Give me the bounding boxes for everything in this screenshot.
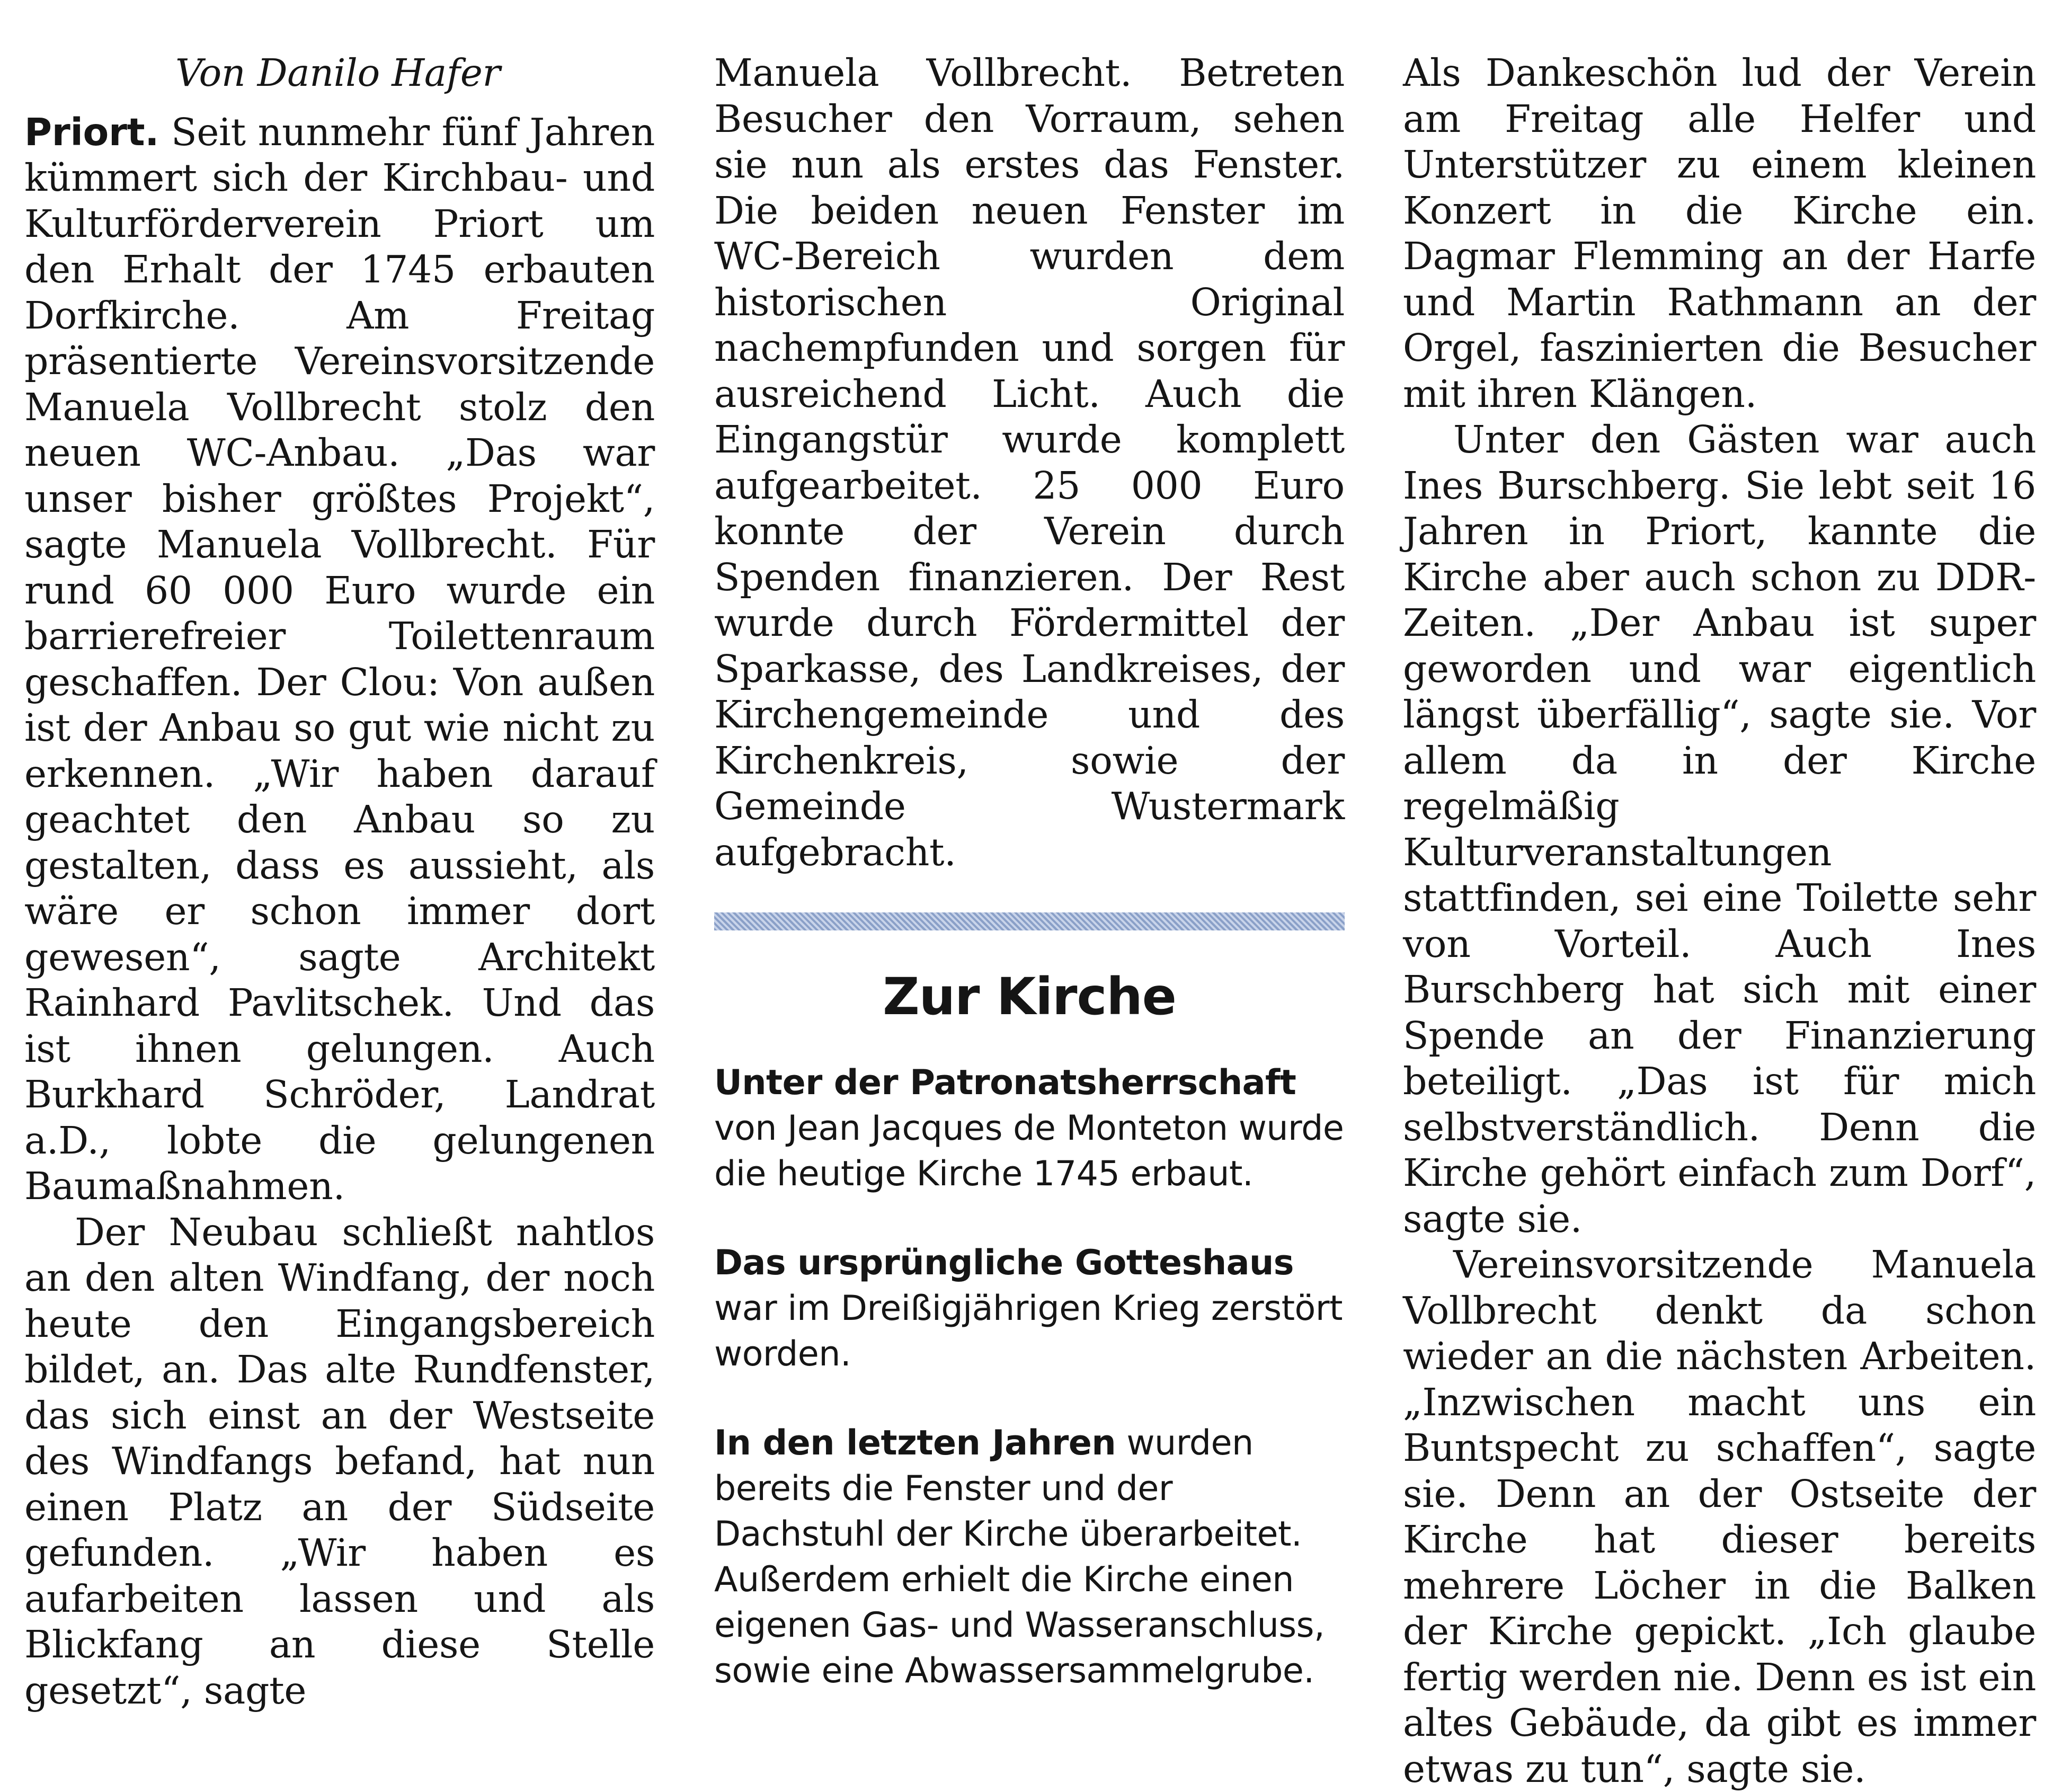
paragraph-text: Seit nunmehr fünf Jahren kümmert sich der Kirchbau- und Kulturförderverein Priort um den Erhalt der 1745 erbauten Dorfkirche. Am Freitag präsentierte Vereinsvorsitzende Manuela Vollbrecht stolz den neuen WC-Anbau. „Das war unser bisher größtes Projekt“, sagte Manuela Vollbrecht. Für rund 60 000 Euro wurde ein barrierefreier Toilettenraum geschaffen. Der Clou: Von außen ist der Anbau so gut wie nicht zu erkennen. „Wir haben darauf geachtet den Anbau so zu gestalten, dass es aussieht, als wäre er schon immer dort gewesen“, sagte Architekt Rainhard Pavlitschek. Und das ist ihnen gelungen. Auch Burkhard Schröder, Landrat a.D., lobte die gelungenen Baumaßnahmen. [24, 110, 655, 1208]
dateline: Priort. [24, 110, 159, 154]
article-column-2 [714, 50, 1345, 1691]
infobox-fact [714, 1240, 1345, 1377]
fact-lead: In den letzten Jahren [714, 1423, 1116, 1463]
article-paragraph: Der Neubau schließt nahtlos an den alten Windfang, der noch heute den Eingangsbereich bildet, an. Das alte Rundfenster, das sich einst an der Westseite des Windfangs befand, hat nun einen Platz an der Südseite gefunden. „Wir haben es aufarbeiten lassen und als Blickfang an diese Stelle gesetzt“, sagte [24, 1210, 655, 1713]
article-paragraph: Vereinsvorsitzende Manuela Vollbrecht denkt da schon wieder an die nächsten Arbeiten. „Inzwischen macht uns ein Buntspecht zu schaffen“, sagte sie. Denn an der Ostseite der Kirche hat dieser bereits mehrere Löcher in die Balken der Kirche gepickt. „Ich glaube fertig werden nie. Denn es ist ein altes Gebäude, da gibt es immer etwas zu tun“, sagte sie. [1403, 1243, 2036, 1791]
infobox-fact [714, 1060, 1345, 1197]
article-paragraph: Als Dankeschön lud der Verein am Freitag alle Helfer und Unterstützer zu einem kleinen Konzert in die Kirche ein. Dagmar Flemming an der Harfe und Martin Rathmann an der Orgel, faszinierten die Besucher mit ihren Klängen. [1403, 51, 2036, 416]
byline: Von Danilo Hafer [175, 51, 501, 95]
fact-lead: Unter der Patronatsherrschaft [714, 1063, 1296, 1103]
infobox [714, 968, 1345, 1694]
article-paragraph: Manuela Vollbrecht. Betreten Besucher den Vorraum, sehen sie nun als erstes das Fenster. Die beiden neuen Fenster im WC-Bereich wurden dem historischen Original nachempfunden und sorgen für ausreichend Licht. Auch die Eingangstür wurde komplett aufgearbeitet. 25 000 Euro konnte der Verein durch Spenden finanzieren. Der Rest wurde durch Fördermittel der Sparkasse, des Landkreises, der Kirchengemeinde und des Kirchenkreis, sowie der Gemeinde Wustermark aufgebracht. [714, 51, 1345, 874]
article-column-1 [24, 50, 655, 1713]
infobox-title: Zur Kirche [883, 967, 1176, 1026]
infobox-separator [714, 912, 1345, 930]
infobox-fact [714, 1421, 1345, 1694]
fact-text: war im Dreißigjährigen Krieg zerstört worden. [714, 1289, 1343, 1374]
byline-spacer [24, 96, 655, 110]
fact-text: von Jean Jacques de Monteton wurde die heutige Kirche 1745 erbaut. [714, 1108, 1344, 1194]
article-paragraph [24, 110, 655, 1210]
fact-lead: Das ursprüngliche Gotteshaus [714, 1243, 1294, 1283]
fact-text: wurden bereits die Fenster und der Dachstuhl der Kirche überarbeitet. Außerdem erhielt die Kirche einen eigenen Gas- und Wasseranschluss, sowie eine Abwassersammelgrube. [714, 1423, 1325, 1691]
article-column-3 [1403, 50, 2036, 1791]
article-paragraph: Unter den Gästen war auch Ines Burschberg. Sie lebt seit 16 Jahren in Priort, kannte die Kirche aber auch schon zu DDR-Zeiten. „Der Anbau ist super geworden und war eigentlich längst überfällig“, sagte sie. Vor allem da in der Kirche regelmäßig Kulturveranstaltungen stattfinden, sei eine Toilette sehr von Vorteil. Auch Ines Burschberg hat sich mit einer Spende an der Finanzierung beteiligt. „Das ist für mich selbstverständlich. Denn die Kirche gehört einfach zum Dorf“, sagte sie. [1403, 418, 2036, 1241]
